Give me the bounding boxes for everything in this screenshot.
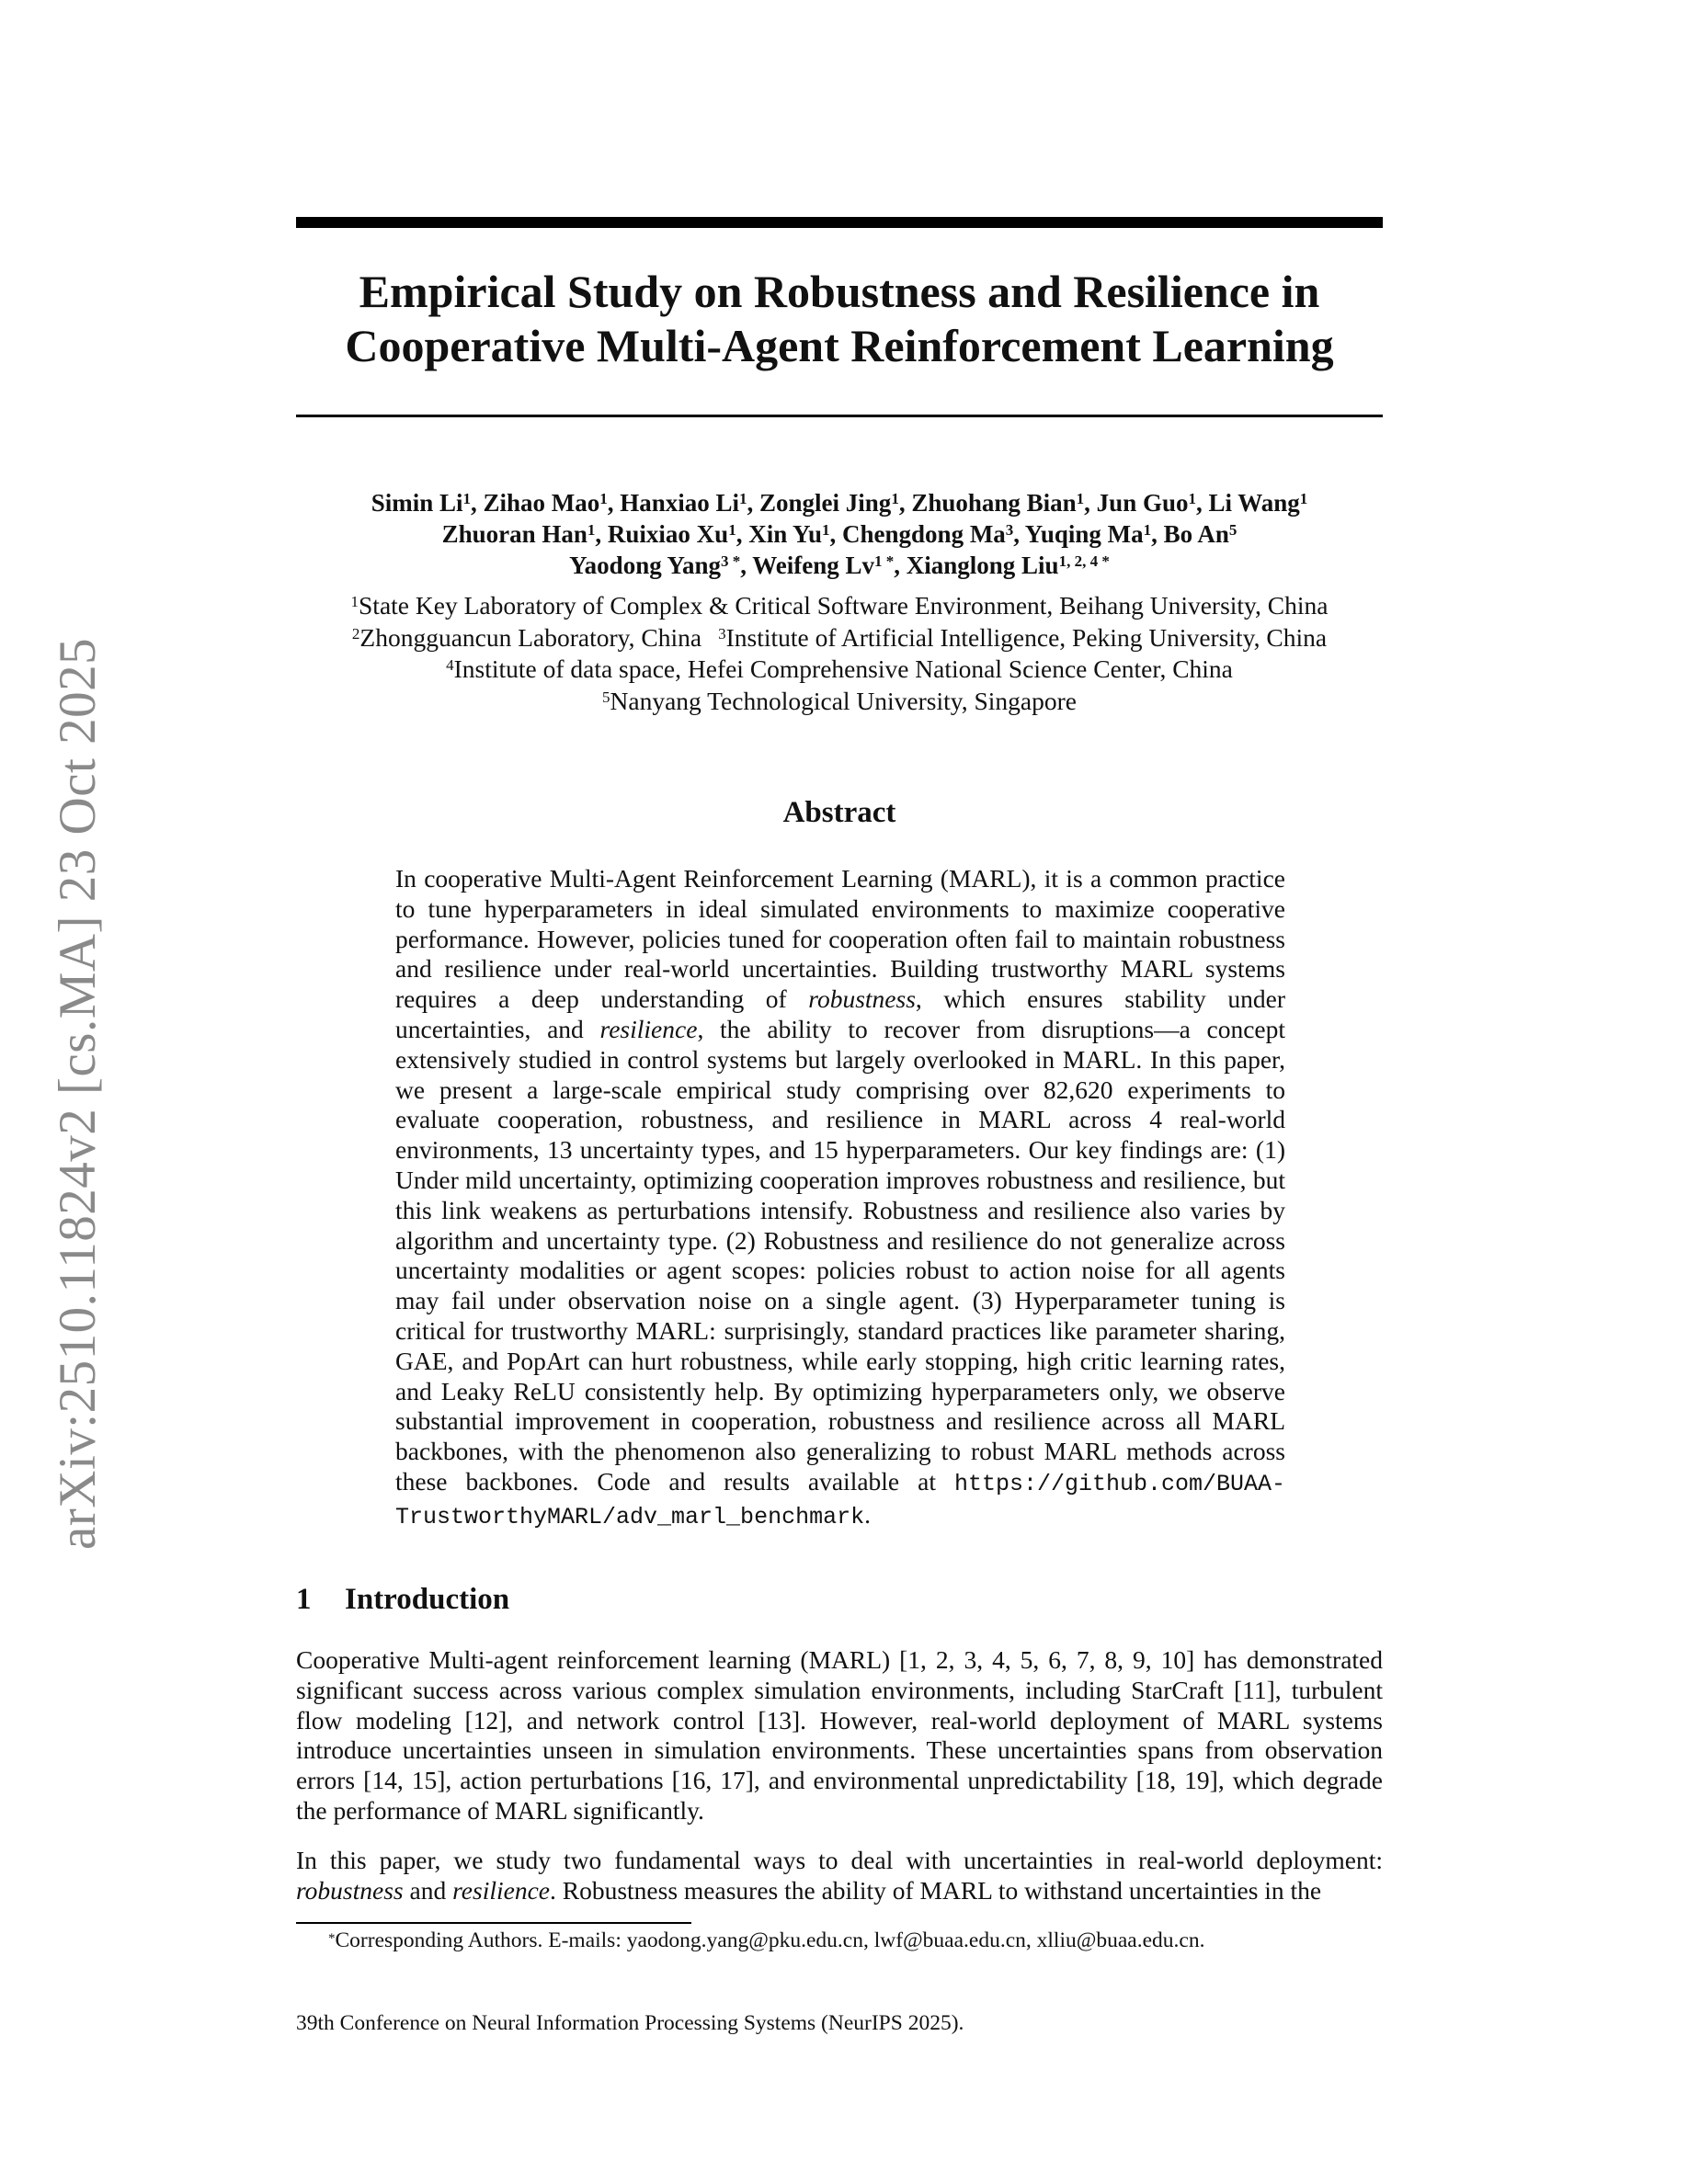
author-name: Jun Guo: [1096, 489, 1189, 517]
title-bottom-rule: [296, 415, 1383, 417]
footnote-text: Corresponding Authors. E-mails: yaodong.yang@pku.edu.cn, lwf@buaa.edu.cn, xlliu@buaa.edu.cn.: [335, 1928, 1205, 1952]
author-affil-mark: 3 *: [720, 552, 741, 570]
conference-venue: 39th Conference on Neural Information Processing Systems (NeurIPS 2025).: [296, 2011, 964, 2035]
affiliation-text: Institute of Artificial Intelligence, Peking University, China: [725, 622, 1328, 652]
author-name: Hanxiao Li: [620, 489, 740, 517]
author-affil-mark: 1 *: [874, 552, 895, 570]
abstract-heading: Abstract: [782, 796, 896, 829]
author-list: [276, 487, 1403, 581]
author-affil-mark: 3: [1005, 521, 1014, 539]
affiliation-list: [276, 590, 1403, 717]
affiliation-mark: 3: [718, 624, 726, 643]
author-name: Li Wang: [1208, 489, 1300, 517]
author-affil-mark: 5: [1228, 521, 1237, 539]
author-name: Ruixiao Xu: [607, 520, 729, 548]
author-affil-mark: 1: [891, 490, 899, 507]
author-name: Zhuohang Bian: [911, 489, 1077, 517]
title-line-2: Cooperative Multi-Agent Reinforcement Learning: [345, 320, 1334, 371]
author-affil-mark: 1: [728, 521, 736, 539]
abstract-text: In cooperative Multi-Agent Reinforcement Learning (MARL), it is a common practice to tune hyperparameters in ideal simulated environments to maximize cooperative performance. However, policies tuned for cooperation often fail to maintain robustness and resilience under real-world uncertainties. Building trustworthy MARL systems requires a deep understanding of: [395, 864, 1285, 1014]
author-name: Zihao Mao: [483, 489, 600, 517]
abstract-text: .: [864, 1499, 871, 1529]
affiliation-text: State Key Laboratory of Complex & Critical Software Environment, Beihang University, China: [359, 591, 1329, 620]
title-top-rule: [296, 217, 1383, 228]
footnote-rule: [296, 1922, 691, 1924]
author-affil-mark: 1: [1299, 490, 1308, 507]
paragraph-text: and: [403, 1875, 453, 1905]
author-affil-mark: 1: [1143, 521, 1152, 539]
author-line-1: Simin Li$^1$, Zihao Mao$^1$, Hanxiao Li$^1$, Zonglei Jing$^1$, Zhuohang Bian$^1$, Jun Guo$^1$, Li Wang$^1$: [371, 489, 1308, 517]
footnote: [296, 1927, 1383, 1954]
intro-paragraph-2: [296, 1846, 1383, 1906]
author-line-3: Yaodong Yang$^{3 *}$, Weifeng $Lv^{1 *}$, Xianglong Liu$^{1, 2, 4 *}$: [569, 552, 1110, 579]
abstract-text: , the ability to recover from disruptions—a concept extensively studied in control systems but largely overlooked in MARL. In this paper, we present a large-scale empirical study comprising over 82,620 experiments to evaluate cooperation, robustness, and resilience in MARL across 4 real-world environments, 13 uncertainty types, and 15 hyperparameters. Our key findings are: (1) Under mild uncertainty, optimizing cooperation improves robustness and resilience, but this link weakens as perturbations intensify. Robustness and resilience also varies by algorithm and uncertainty type. (2) Robustness and resilience do not generalize across uncertainty modalities or agent scopes: policies robust to action noise for all agents may fail under observation noise on a single agent. (3) Hyperparameter tuning is critical for trustworthy MARL: surprisingly, standard practices like parameter sharing, GAE, and PopArt can hurt robustness, while early stopping, high critic learning rates, and Leaky ReLU consistently help. By optimizing hyperparameters only, we observe substantial improvement in cooperation, robustness and resilience across all MARL backbones, with the phenomenon also generalizing to robust MARL methods across these backbones. Code and results available at: [395, 1014, 1286, 1496]
section-heading-introduction: [296, 1581, 509, 1618]
author-name: Yuqing Ma: [1024, 520, 1144, 548]
term-resilience: resilience: [452, 1875, 550, 1905]
paragraph-text: . Robustness measures the ability of MARL to withstand uncertainties in the: [550, 1875, 1322, 1905]
author-affil-mark: 1, 2, 4 *: [1058, 552, 1110, 570]
affiliation-text: Nanyang Technological University, Singapore: [610, 686, 1077, 715]
author-name: Zonglei Jing: [759, 489, 892, 517]
affiliation-mark: 5: [602, 688, 610, 706]
title-line-1: Empirical Study on Robustness and Resilience in: [359, 266, 1320, 317]
abstract-body: [395, 864, 1285, 1533]
author-affil-mark: 1: [739, 490, 747, 507]
affiliation-1: [276, 590, 1403, 622]
section-title: Introduction: [345, 1583, 510, 1616]
abstract-term-resilience: resilience: [599, 1014, 698, 1043]
affiliation-2-3: [276, 622, 1403, 654]
author-name: Weifeng Lv: [752, 552, 874, 579]
author-line-2: Zhuoran Han$^1$, Ruixiao Xu$^1$, Xin Yu$^1$, Chengdong Ma$^3$, Yuqing Ma$^1$, Bo An$^5$: [441, 520, 1237, 548]
author-name: Xin Yu: [748, 520, 823, 548]
intro-paragraph-1: Cooperative Multi-agent reinforcement learning (MARL) [1, 2, 3, 4, 5, 6, 7, 8, 9, 10] has demonstrated significant success across various complex simulation environments, including StarCraft [11], turbulent flow modeling [12], and network control [13]. However, real-world deployment of MARL systems introduce uncertainties unseen in simulation environments. These uncertainties spans from observation errors [14, 15], action perturbations [16, 17], and environmental unpredictability [18, 19], which degrade the performance of MARL significantly.: [296, 1645, 1383, 1825]
affiliation-mark: 4: [446, 656, 454, 674]
author-name: Bo An: [1163, 520, 1229, 548]
code-url-link[interactable]: https://github.com/BUAA-TrustworthyMARL/adv_marl_benchmark: [395, 1470, 1285, 1530]
abstract-text: , which ensures stability under uncertainties, and: [395, 984, 1285, 1043]
author-affil-mark: 1: [822, 521, 830, 539]
section-number: 1: [296, 1583, 312, 1616]
footnote-mark: *: [328, 1931, 336, 1946]
affiliation-text: Institute of data space, Hefei Comprehensive National Science Center, China: [453, 654, 1233, 683]
author-name: Xianglong Liu: [906, 552, 1059, 579]
author-name: Yaodong Yang: [569, 552, 721, 579]
affiliation-4: [276, 654, 1403, 686]
paragraph-text: In this paper, we study two fundamental ways to deal with uncertainties in real-world deployment:: [296, 1846, 1383, 1874]
term-robustness: robustness: [296, 1875, 404, 1905]
author-affil-mark: 1: [462, 490, 471, 507]
paper-title: [296, 265, 1383, 373]
affiliation-mark: 2: [351, 624, 360, 643]
abstract-term-robustness: robustness: [808, 984, 916, 1014]
author-affil-mark: 1: [599, 490, 608, 507]
author-affil-mark: 1: [587, 521, 596, 539]
author-affil-mark: 1: [1076, 490, 1085, 507]
affiliation-mark: 1: [350, 593, 359, 610]
affiliation-5: [276, 686, 1403, 718]
arxiv-identifier: arXiv:2510.11824v2 [cs.MA] 23 Oct 2025: [49, 637, 107, 1551]
author-name: Zhuoran Han: [441, 520, 587, 548]
author-name: Chengdong Ma: [842, 520, 1006, 548]
author-name: Simin Li: [371, 489, 463, 517]
author-affil-mark: 1: [1188, 490, 1196, 507]
affiliation-text: Zhongguancun Laboratory, China: [359, 622, 702, 652]
